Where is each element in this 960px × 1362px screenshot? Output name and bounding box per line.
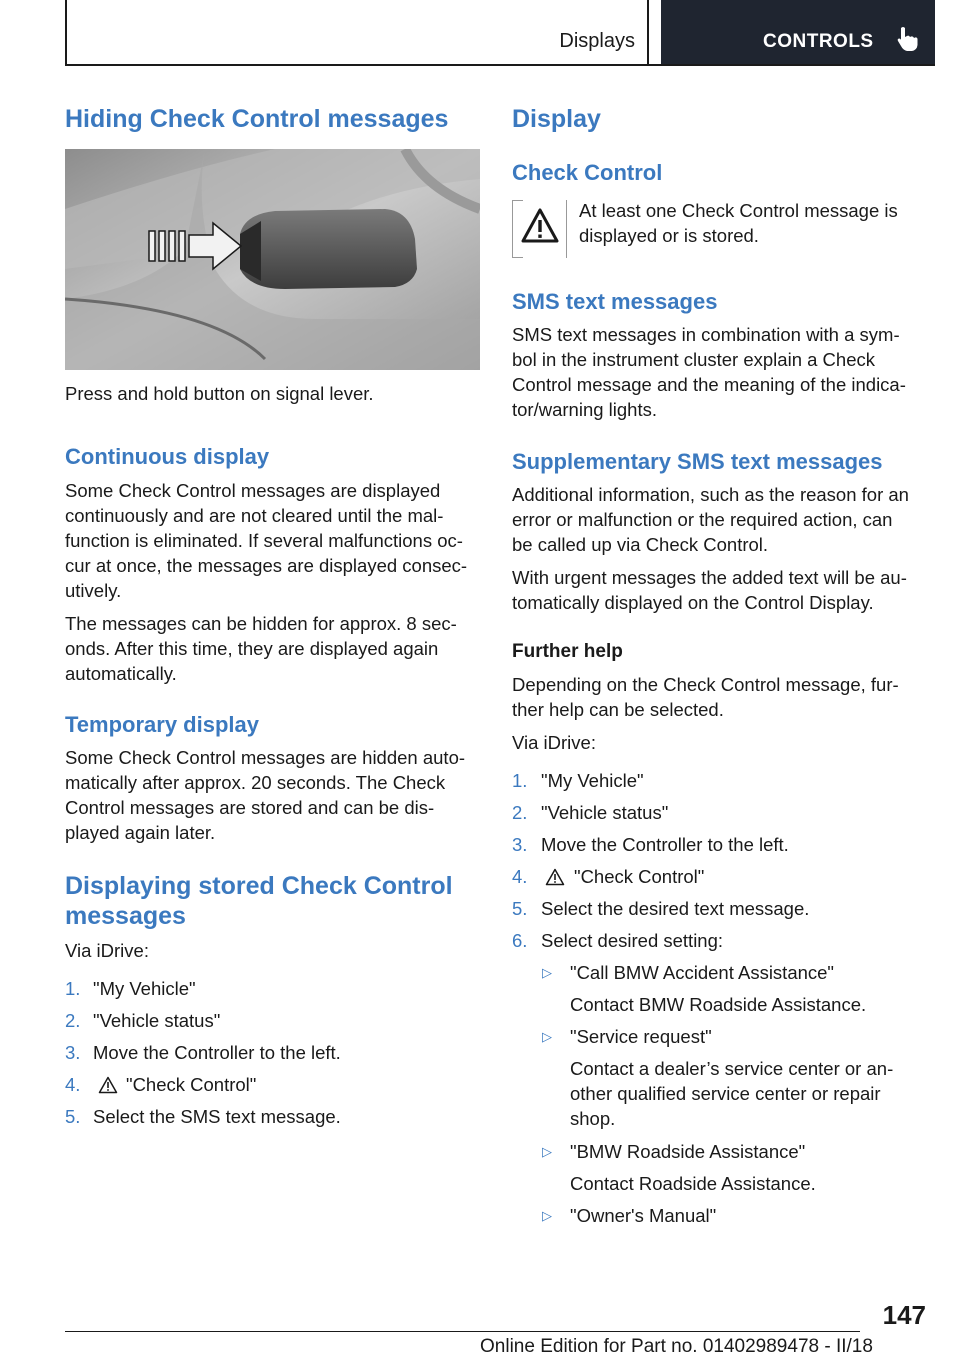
heading-stored-line-2: messages [65, 902, 186, 930]
further-step-number: 5. [512, 898, 528, 919]
further-step-number: 4. [512, 866, 528, 887]
warning-triangle-icon [98, 1076, 118, 1094]
further-step-text: "Check Control" [574, 866, 705, 887]
further-line-1: Depending on the Check Control message, fur- [512, 674, 899, 695]
continuous-line-4: cur at once, the messages are displayed consec- [65, 555, 468, 576]
option-label: "Owner's Manual" [570, 1205, 717, 1226]
check-control-line-2: displayed or is stored. [579, 225, 759, 246]
further-via-idrive: Via iDrive: [512, 732, 596, 753]
supplementary-line-1: Additional information, such as the reason for an [512, 484, 909, 505]
temporary-line-1: Some Check Control messages are hidden auto- [65, 747, 466, 768]
continuous-line-8: automatically. [65, 663, 177, 684]
header-section-label: Displays [559, 30, 635, 52]
supplementary-line-4: With urgent messages the added text will be au- [512, 567, 907, 588]
continuous-line-5: utively. [65, 580, 122, 601]
further-step-text: Move the Controller to the left. [541, 834, 789, 855]
warning-triangle-icon [520, 207, 560, 247]
check-control-line-1: At least one Check Control message is [579, 200, 898, 221]
further-step-number: 6. [512, 930, 528, 951]
option-description: other qualified service center or repair [570, 1083, 881, 1104]
continuous-line-3: function is eliminated. If several malfunctions oc- [65, 530, 463, 551]
photo-caption: Press and hold button on signal lever. [65, 383, 374, 404]
header-chapter-label: CONTROLS [763, 31, 874, 52]
section-title-hiding: Hiding Check Control messages [65, 105, 449, 133]
header-section-tab [65, 0, 649, 64]
continuous-line-1: Some Check Control messages are displayed [65, 480, 441, 501]
stored-step-number: 2. [65, 1010, 81, 1031]
further-step-text: Select desired setting: [541, 930, 724, 951]
hand-pointer-icon [897, 26, 919, 52]
stored-step-number: 5. [65, 1106, 81, 1127]
triangle-bullet-icon: ▷ [542, 1144, 552, 1159]
warning-triangle-icon [545, 868, 565, 886]
triangle-bullet-icon: ▷ [542, 965, 552, 980]
stored-step-number: 1. [65, 978, 81, 999]
stored-step-text: Move the Controller to the left. [93, 1042, 341, 1063]
stored-step-text: Select the SMS text message. [93, 1106, 341, 1127]
option-description: shop. [570, 1108, 616, 1129]
option-label: "Call BMW Accident Assistance" [570, 962, 835, 983]
stored-step-text: "Check Control" [126, 1074, 257, 1095]
stored-step-text: "Vehicle status" [93, 1010, 221, 1031]
header-rule [65, 64, 935, 66]
warning-symbol-box [512, 200, 567, 258]
continuous-line-7: onds. After this time, they are displayed again [65, 638, 439, 659]
further-step-text: Select the desired text message. [541, 898, 810, 919]
sms-line-2: bol in the instrument cluster explain a Check [512, 349, 875, 370]
sms-line-3: Control message and the meaning of the indica- [512, 374, 906, 395]
header-chapter-tab [661, 0, 935, 64]
further-step-number: 2. [512, 802, 528, 823]
sms-line-1: SMS text messages in combination with a sym- [512, 324, 900, 345]
option-label: "BMW Roadside Assistance" [570, 1141, 806, 1162]
heading-further-help: Further help [512, 641, 623, 662]
further-line-2: ther help can be selected. [512, 699, 724, 720]
heading-supplementary-sms: Supplementary SMS text messages [512, 449, 883, 474]
heading-stored-line-1: Displaying stored Check Control [65, 872, 453, 900]
option-description: Contact BMW Roadside Assistance. [570, 994, 867, 1015]
option-label: "Service request" [570, 1026, 712, 1047]
stored-step-number: 3. [65, 1042, 81, 1063]
supplementary-line-5: tomatically displayed on the Control Display. [512, 592, 874, 613]
stored-step-number: 4. [65, 1074, 81, 1095]
continuous-line-6: The messages can be hidden for approx. 8 sec- [65, 613, 457, 634]
further-step-number: 3. [512, 834, 528, 855]
continuous-line-2: continuously and are not cleared until the mal- [65, 505, 444, 526]
sms-line-4: tor/warning lights. [512, 399, 657, 420]
heading-temporary-display: Temporary display [65, 712, 259, 737]
stored-step-text: "My Vehicle" [93, 978, 196, 999]
section-title-display: Display [512, 105, 601, 133]
option-description: Contact a dealer’s service center or an- [570, 1058, 894, 1079]
supplementary-line-3: be called up via Check Control. [512, 534, 769, 555]
heading-continuous-display: Continuous display [65, 444, 270, 469]
triangle-bullet-icon: ▷ [542, 1029, 552, 1044]
temporary-line-3: Control messages are stored and can be dis- [65, 797, 435, 818]
footer-edition: Online Edition for Part no. 01402989478 - II/18 [480, 1336, 873, 1357]
temporary-line-4: played again later. [65, 822, 216, 843]
temporary-line-2: matically after approx. 20 seconds. The Check [65, 772, 446, 793]
further-step-text: "My Vehicle" [541, 770, 644, 791]
heading-check-control: Check Control [512, 160, 663, 185]
further-step-number: 1. [512, 770, 528, 791]
signal-lever-photo [65, 149, 480, 370]
further-step-text: "Vehicle status" [541, 802, 669, 823]
heading-sms-text-messages: SMS text messages [512, 289, 718, 314]
stored-via-idrive: Via iDrive: [65, 940, 149, 961]
footer-rule [65, 1331, 860, 1332]
option-description: Contact Roadside Assistance. [570, 1173, 816, 1194]
triangle-bullet-icon: ▷ [542, 1208, 552, 1223]
supplementary-line-2: error or malfunction or the required action, can [512, 509, 893, 530]
page-number: 147 [882, 1300, 926, 1330]
